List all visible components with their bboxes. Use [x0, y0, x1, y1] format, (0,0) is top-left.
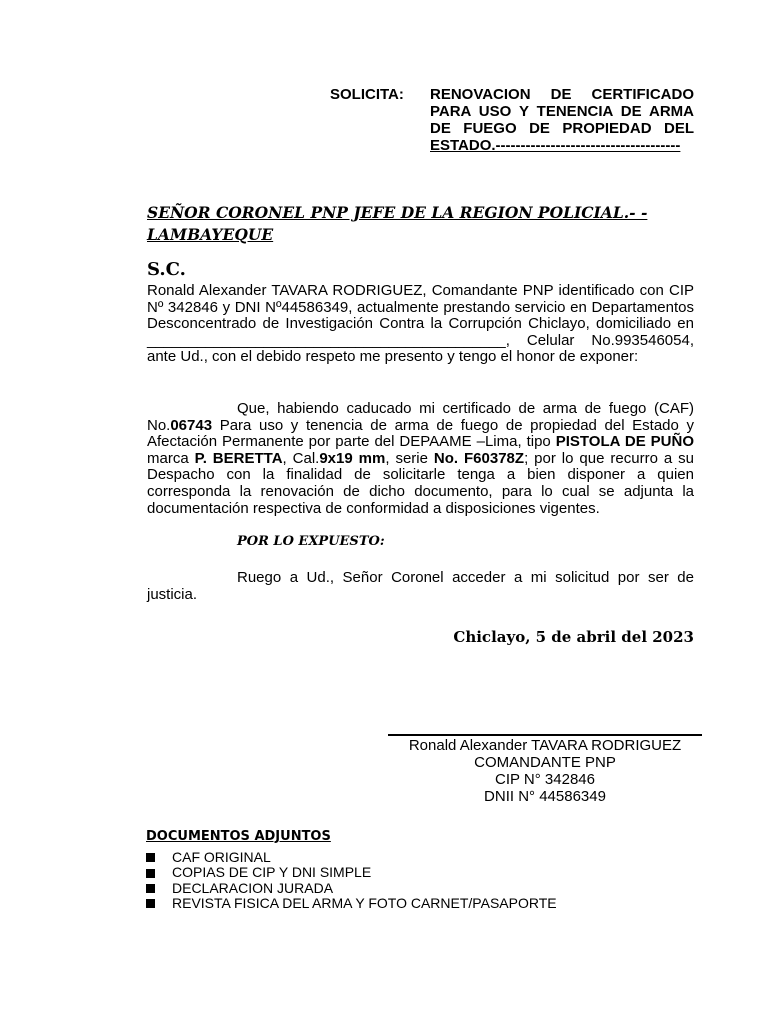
- signer-name: Ronald Alexander TAVARA RODRIGUEZ: [408, 737, 682, 754]
- list-item: [146, 881, 557, 896]
- signer-rank: COMANDANTE PNP: [474, 754, 616, 771]
- addressee-line2: LAMBAYEQUE: [147, 225, 274, 244]
- weapon-caliber: 9x19 mm: [319, 449, 386, 467]
- subject-line: RENOVACION DE CERTIFICADO: [430, 86, 694, 103]
- square-bullet-icon: [146, 853, 155, 862]
- body-text: marca: [147, 449, 195, 467]
- subject-line: ESTADO.-------------------------------------: [430, 137, 681, 154]
- body-text: , serie: [385, 449, 434, 467]
- addressee-line1: SEÑOR CORONEL PNP JEFE DE LA REGION POLICIAL.- -: [147, 203, 648, 222]
- request-paragraph: [147, 570, 694, 603]
- body-text: Que, habiendo caducado mi certificado de arma de fuego (CAF) No.: [147, 400, 694, 434]
- signature-line: [388, 734, 702, 736]
- intro-paragraph: Ronald Alexander TAVARA RODRIGUEZ, Comandante PNP identificado con CIP Nº 342846 y DNI Nº44586349, actualmente prestando servicio en Departamentos Desconcentrado de Investigación Contra la Corrupción Chiclayo, domiciliado en ___________________________________________, Celular No.993546054, ante Ud., con el debido respeto me presento y tengo el honor de exponer:: [147, 282, 694, 366]
- list-item-label: COPIAS DE CIP Y DNI SIMPLE: [172, 864, 372, 881]
- date-line: Chiclayo, 5 de abril del 2023: [453, 628, 694, 646]
- addressee: [147, 202, 707, 246]
- solicita-label: SOLICITA:: [330, 86, 404, 103]
- list-item: [146, 896, 557, 911]
- signature-block: [390, 737, 700, 805]
- documents-title: DOCUMENTOS ADJUNTOS: [146, 829, 331, 844]
- weapon-brand: P. BERETTA: [194, 449, 283, 467]
- weapon-serial: No. F60378Z: [433, 449, 525, 467]
- body-text: ; por lo que recurro a su Despacho con la finalidad de solicitarle tenga a bien disponer a quien corresponda la renovación de dicho documento, para lo cual se adjunta la documentación respectiva de conformidad a disposiciones vigentes.: [147, 449, 694, 517]
- list-item-label: DECLARACION JURADA: [172, 879, 334, 896]
- body-paragraph: [147, 401, 694, 517]
- square-bullet-icon: [146, 884, 155, 893]
- square-bullet-icon: [146, 899, 155, 908]
- salutation: S.C.: [147, 259, 186, 280]
- caf-number: 06743: [170, 416, 213, 434]
- list-item: [146, 865, 557, 880]
- subject-line: DE FUEGO DE PROPIEDAD DEL: [430, 120, 694, 137]
- request-text: Ruego a Ud., Señor Coronel acceder a mi solicitud por ser de justicia.: [147, 569, 694, 603]
- por-lo-expuesto: POR LO EXPUESTO:: [237, 534, 385, 549]
- signer-dni: DNII N° 44586349: [484, 788, 606, 805]
- documents-list: [146, 850, 557, 912]
- list-item-label: CAF ORIGINAL: [172, 849, 271, 865]
- subject-text: [430, 86, 694, 154]
- body-text: , Cal.: [282, 449, 320, 467]
- list-item: [146, 850, 557, 865]
- body-text: Para uso y tenencia de arma de fuego de propiedad del Estado y Afectación Permanente por parte del DEPAAME –Lima, tipo: [147, 416, 694, 451]
- weapon-type: PISTOLA DE PUÑO: [555, 433, 694, 451]
- signer-cip: CIP N° 342846: [495, 771, 595, 788]
- square-bullet-icon: [146, 869, 155, 878]
- list-item-label: REVISTA FISICA DEL ARMA Y FOTO CARNET/PASAPORTE: [172, 895, 557, 912]
- subject-line: PARA USO Y TENENCIA DE ARMA: [430, 103, 694, 120]
